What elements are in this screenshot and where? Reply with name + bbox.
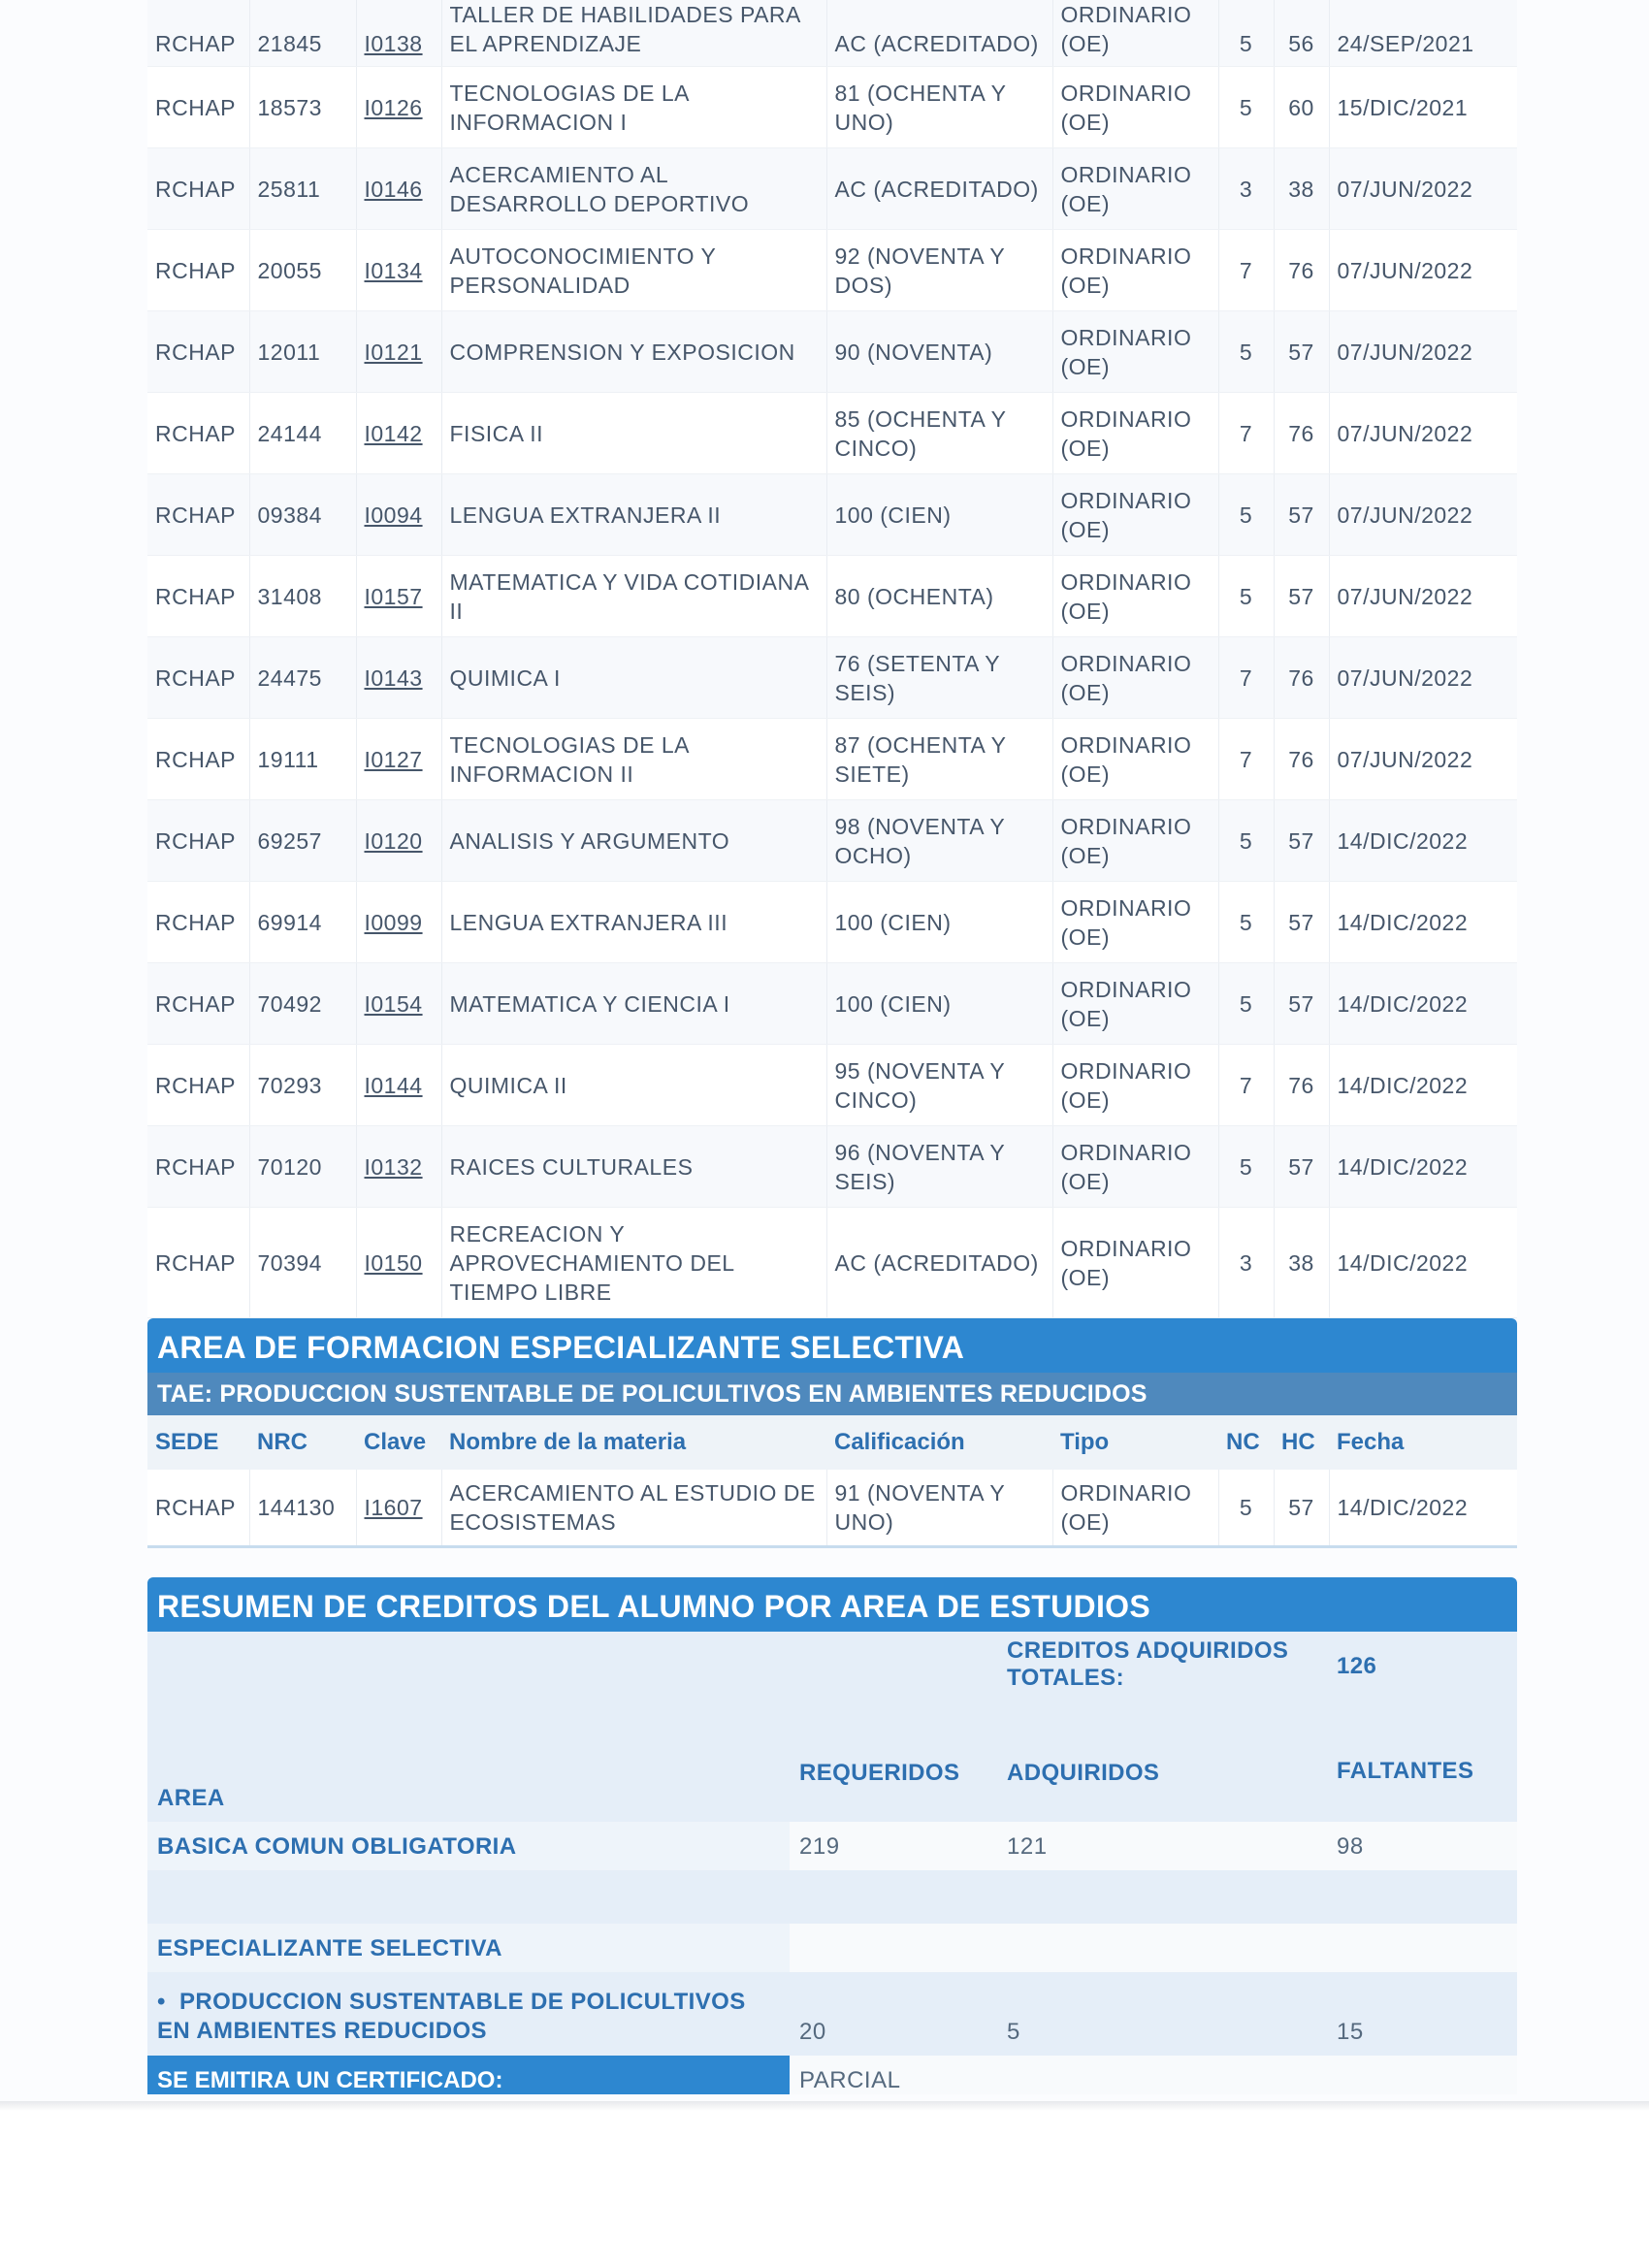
cell-tipo: ORDINARIO (OE) bbox=[1052, 230, 1218, 311]
cell-hc: 76 bbox=[1274, 719, 1329, 800]
cell-clave-link[interactable]: I0099 bbox=[356, 882, 441, 963]
cell-nrc: 24144 bbox=[249, 393, 356, 474]
cell-calificacion: 92 (NOVENTA Y DOS) bbox=[826, 230, 1052, 311]
cell-materia: TECNOLOGIAS DE LA INFORMACION I bbox=[441, 67, 826, 148]
cell-calificacion: 76 (SETENTA Y SEIS) bbox=[826, 637, 1052, 719]
summary-column-headers bbox=[147, 1701, 1517, 1822]
cell-clave-link[interactable]: I0144 bbox=[356, 1045, 441, 1126]
table-row bbox=[147, 1045, 1517, 1126]
totals-row bbox=[147, 1632, 1517, 1701]
policultivos-adquiridos: 5 bbox=[997, 1972, 1327, 2056]
tae-header: TAE: PRODUCCION SUSTENTABLE DE POLICULTIVOS EN AMBIENTES REDUCIDOS bbox=[147, 1373, 1517, 1415]
cell-hc: 57 bbox=[1274, 963, 1329, 1045]
cell-sede: RCHAP bbox=[147, 1045, 249, 1126]
cell-fecha: 07/JUN/2022 bbox=[1329, 556, 1517, 637]
cell-sede: RCHAP bbox=[147, 882, 249, 963]
cell-calificacion: AC (ACREDITADO) bbox=[826, 148, 1052, 230]
cell-materia: RAICES CULTURALES bbox=[441, 1126, 826, 1208]
basica-requeridos: 219 bbox=[790, 1822, 997, 1870]
cell-nc: 5 bbox=[1218, 882, 1274, 963]
col-adquiridos: ADQUIRIDOS bbox=[997, 1701, 1327, 1822]
cell-hc: 76 bbox=[1274, 393, 1329, 474]
cell-materia: ANALISIS Y ARGUMENTO bbox=[441, 800, 826, 882]
col-requeridos: REQUERIDOS bbox=[790, 1701, 997, 1822]
cell-hc: 38 bbox=[1274, 148, 1329, 230]
summary-spacer-row bbox=[147, 1870, 1517, 1924]
cell-calificacion: 87 (OCHENTA Y SIETE) bbox=[826, 719, 1052, 800]
cell-fecha: 14/DIC/2022 bbox=[1329, 800, 1517, 882]
cell-nc: 5 bbox=[1218, 1126, 1274, 1208]
cell-calificacion: 95 (NOVENTA Y CINCO) bbox=[826, 1045, 1052, 1126]
cell-nc: 5 bbox=[1218, 800, 1274, 882]
table-row bbox=[147, 719, 1517, 800]
cell-nc: 5 bbox=[1218, 474, 1274, 556]
cell-nrc: 20055 bbox=[249, 230, 356, 311]
cell-tipo: ORDINARIO (OE) bbox=[1052, 1045, 1218, 1126]
cell-tipo: ORDINARIO (OE) bbox=[1052, 637, 1218, 719]
header-materia: Nombre de la materia bbox=[441, 1415, 826, 1470]
table-row bbox=[147, 0, 1517, 67]
cell-materia: TECNOLOGIAS DE LA INFORMACION II bbox=[441, 719, 826, 800]
cell-fecha: 14/DIC/2022 bbox=[1329, 1208, 1517, 1318]
cell-clave-link[interactable]: I0094 bbox=[356, 474, 441, 556]
totales-label: CREDITOS ADQUIRIDOS TOTALES: bbox=[997, 1632, 1327, 1701]
cell-clave-link[interactable]: I0138 bbox=[356, 0, 441, 67]
table-row bbox=[147, 230, 1517, 311]
cell-hc: 57 bbox=[1274, 311, 1329, 393]
cell-clave-link[interactable]: I0143 bbox=[356, 637, 441, 719]
cell-nrc: 70492 bbox=[249, 963, 356, 1045]
table-row bbox=[147, 637, 1517, 719]
cell-clave-link[interactable]: I0154 bbox=[356, 963, 441, 1045]
cell-materia: AUTOCONOCIMIENTO Y PERSONALIDAD bbox=[441, 230, 826, 311]
certificado-value: PARCIAL bbox=[790, 2056, 997, 2094]
cell-nrc: 24475 bbox=[249, 637, 356, 719]
cell-materia: QUIMICA II bbox=[441, 1045, 826, 1126]
selective-column-headers bbox=[147, 1415, 1517, 1470]
cell-materia: QUIMICA I bbox=[441, 637, 826, 719]
header-tipo: Tipo bbox=[1052, 1415, 1218, 1470]
cell-nc: 5 bbox=[1218, 556, 1274, 637]
cell-calificacion: 100 (CIEN) bbox=[826, 474, 1052, 556]
cell-hc: 38 bbox=[1274, 1208, 1329, 1318]
cell-nc: 7 bbox=[1218, 393, 1274, 474]
cell-nrc: 31408 bbox=[249, 556, 356, 637]
cell-nc: 7 bbox=[1218, 230, 1274, 311]
cell-fecha: 14/DIC/2022 bbox=[1329, 1126, 1517, 1208]
cell-clave-link[interactable]: I0134 bbox=[356, 230, 441, 311]
cell-tipo: ORDINARIO (OE) bbox=[1052, 800, 1218, 882]
cell-sede: RCHAP bbox=[147, 637, 249, 719]
table-row bbox=[147, 1208, 1517, 1318]
cell-nc: 3 bbox=[1218, 148, 1274, 230]
cell-sede: RCHAP bbox=[147, 1208, 249, 1318]
header-clave: Clave bbox=[356, 1415, 441, 1470]
cell-fecha: 07/JUN/2022 bbox=[1329, 230, 1517, 311]
grades-table bbox=[147, 0, 1517, 1318]
cell-tipo: ORDINARIO (OE) bbox=[1052, 719, 1218, 800]
cell-hc: 57 bbox=[1274, 800, 1329, 882]
summary-row-basica bbox=[147, 1822, 1517, 1870]
cell-calificacion: AC (ACREDITADO) bbox=[826, 0, 1052, 67]
policultivos-faltantes: 15 bbox=[1327, 1972, 1517, 2056]
table-row bbox=[147, 148, 1517, 230]
cell-materia: LENGUA EXTRANJERA II bbox=[441, 474, 826, 556]
cell-tipo: ORDINARIO (OE) bbox=[1052, 393, 1218, 474]
cell-nc: 5 bbox=[1218, 1470, 1274, 1547]
header-calificacion: Calificación bbox=[826, 1415, 1052, 1470]
cell-tipo: ORDINARIO (OE) bbox=[1052, 1126, 1218, 1208]
cell-calificacion: AC (ACREDITADO) bbox=[826, 1208, 1052, 1318]
cell-fecha: 14/DIC/2022 bbox=[1329, 882, 1517, 963]
cell-fecha: 07/JUN/2022 bbox=[1329, 474, 1517, 556]
bullet-icon: • bbox=[157, 1989, 179, 2015]
cell-clave-link[interactable]: I0150 bbox=[356, 1208, 441, 1318]
cell-fecha: 07/JUN/2022 bbox=[1329, 311, 1517, 393]
cell-clave-link[interactable]: I1607 bbox=[356, 1470, 441, 1547]
cell-fecha: 14/DIC/2022 bbox=[1329, 1045, 1517, 1126]
basica-adquiridos: 121 bbox=[997, 1822, 1327, 1870]
cell-tipo: ORDINARIO (OE) bbox=[1052, 0, 1218, 67]
cell-clave-link[interactable]: I0127 bbox=[356, 719, 441, 800]
summary-row-especializante bbox=[147, 1924, 1517, 1972]
cell-fecha: 07/JUN/2022 bbox=[1329, 719, 1517, 800]
cell-fecha: 14/DIC/2022 bbox=[1329, 1470, 1517, 1547]
header-sede: SEDE bbox=[147, 1415, 249, 1470]
totales-value: 126 bbox=[1327, 1632, 1517, 1701]
cell-fecha: 14/DIC/2022 bbox=[1329, 963, 1517, 1045]
table-row bbox=[147, 963, 1517, 1045]
transcript-sheet bbox=[147, 0, 1517, 2094]
cell-hc: 76 bbox=[1274, 1045, 1329, 1126]
table-row bbox=[147, 1126, 1517, 1208]
cell-nrc: 69257 bbox=[249, 800, 356, 882]
cell-materia: COMPRENSION Y EXPOSICION bbox=[441, 311, 826, 393]
credit-summary bbox=[147, 1577, 1517, 2094]
table-row bbox=[147, 882, 1517, 963]
cell-tipo: ORDINARIO (OE) bbox=[1052, 556, 1218, 637]
header-hc: HC bbox=[1274, 1415, 1329, 1470]
summary-row-certificado bbox=[147, 2056, 1517, 2094]
table-row bbox=[147, 393, 1517, 474]
cell-sede: RCHAP bbox=[147, 230, 249, 311]
cell-clave-link[interactable]: I0132 bbox=[356, 1126, 441, 1208]
cell-materia: LENGUA EXTRANJERA III bbox=[441, 882, 826, 963]
cell-nc: 7 bbox=[1218, 637, 1274, 719]
table-row bbox=[147, 67, 1517, 148]
cell-calificacion: 85 (OCHENTA Y CINCO) bbox=[826, 393, 1052, 474]
cell-sede: RCHAP bbox=[147, 148, 249, 230]
cell-calificacion: 91 (NOVENTA Y UNO) bbox=[826, 1470, 1052, 1547]
cell-materia: ACERCAMIENTO AL DESARROLLO DEPORTIVO bbox=[441, 148, 826, 230]
cell-tipo: ORDINARIO (OE) bbox=[1052, 311, 1218, 393]
header-nrc: NRC bbox=[249, 1415, 356, 1470]
cell-materia: TALLER DE HABILIDADES PARA EL APRENDIZAJE bbox=[441, 0, 826, 67]
table-row bbox=[147, 311, 1517, 393]
cell-tipo: ORDINARIO (OE) bbox=[1052, 148, 1218, 230]
cell-sede: RCHAP bbox=[147, 719, 249, 800]
cell-sede: RCHAP bbox=[147, 474, 249, 556]
header-nc: NC bbox=[1218, 1415, 1274, 1470]
cell-sede: RCHAP bbox=[147, 0, 249, 67]
cell-materia: FISICA II bbox=[441, 393, 826, 474]
table-row bbox=[147, 800, 1517, 882]
selective-area-header: AREA DE FORMACION ESPECIALIZANTE SELECTIVA bbox=[147, 1318, 1517, 1373]
cell-nc: 5 bbox=[1218, 0, 1274, 67]
cell-sede: RCHAP bbox=[147, 963, 249, 1045]
cell-sede: RCHAP bbox=[147, 556, 249, 637]
cell-calificacion: 100 (CIEN) bbox=[826, 882, 1052, 963]
area-policultivos: • PRODUCCION SUSTENTABLE DE POLICULTIVOS EN AMBIENTES REDUCIDOS bbox=[147, 1972, 790, 2056]
cell-fecha: 15/DIC/2021 bbox=[1329, 67, 1517, 148]
cell-nc: 3 bbox=[1218, 1208, 1274, 1318]
header-fecha: Fecha bbox=[1329, 1415, 1517, 1470]
cell-fecha: 24/SEP/2021 bbox=[1329, 0, 1517, 67]
cell-calificacion: 80 (OCHENTA) bbox=[826, 556, 1052, 637]
cell-nrc: 144130 bbox=[249, 1470, 356, 1547]
cell-nrc: 19111 bbox=[249, 719, 356, 800]
cell-hc: 76 bbox=[1274, 637, 1329, 719]
cell-nc: 5 bbox=[1218, 311, 1274, 393]
cell-calificacion: 96 (NOVENTA Y SEIS) bbox=[826, 1126, 1052, 1208]
cell-tipo: ORDINARIO (OE) bbox=[1052, 882, 1218, 963]
basica-faltantes: 98 bbox=[1327, 1822, 1517, 1870]
cell-calificacion: 100 (CIEN) bbox=[826, 963, 1052, 1045]
table-row bbox=[147, 1470, 1517, 1547]
cell-nrc: 09384 bbox=[249, 474, 356, 556]
cell-materia: MATEMATICA Y CIENCIA I bbox=[441, 963, 826, 1045]
selective-table bbox=[147, 1415, 1517, 1548]
cell-nc: 5 bbox=[1218, 963, 1274, 1045]
cell-tipo: ORDINARIO (OE) bbox=[1052, 67, 1218, 148]
cell-tipo: ORDINARIO (OE) bbox=[1052, 1208, 1218, 1318]
cell-clave-link[interactable]: I0146 bbox=[356, 148, 441, 230]
cell-nc: 7 bbox=[1218, 1045, 1274, 1126]
cell-nc: 5 bbox=[1218, 67, 1274, 148]
cell-fecha: 07/JUN/2022 bbox=[1329, 148, 1517, 230]
cell-sede: RCHAP bbox=[147, 311, 249, 393]
cell-clave-link[interactable]: I0157 bbox=[356, 556, 441, 637]
cell-calificacion: 81 (OCHENTA Y UNO) bbox=[826, 67, 1052, 148]
cell-nrc: 18573 bbox=[249, 67, 356, 148]
cell-sede: RCHAP bbox=[147, 1470, 249, 1547]
cell-nrc: 25811 bbox=[249, 148, 356, 230]
cell-hc: 57 bbox=[1274, 1470, 1329, 1547]
cell-materia: MATEMATICA Y VIDA COTIDIANA II bbox=[441, 556, 826, 637]
cell-nrc: 12011 bbox=[249, 311, 356, 393]
scan-page-edge bbox=[0, 2101, 1649, 2111]
cell-tipo: ORDINARIO (OE) bbox=[1052, 963, 1218, 1045]
cell-hc: 57 bbox=[1274, 1126, 1329, 1208]
summary-table bbox=[147, 1632, 1517, 2094]
cell-sede: RCHAP bbox=[147, 67, 249, 148]
summary-row-policultivos bbox=[147, 1972, 1517, 2056]
cell-hc: 60 bbox=[1274, 67, 1329, 148]
cell-tipo: ORDINARIO (OE) bbox=[1052, 474, 1218, 556]
col-faltantes: FALTANTES bbox=[1327, 1701, 1517, 1822]
cell-fecha: 07/JUN/2022 bbox=[1329, 637, 1517, 719]
cell-calificacion: 98 (NOVENTA Y OCHO) bbox=[826, 800, 1052, 882]
cell-materia: ACERCAMIENTO AL ESTUDIO DE ECOSISTEMAS bbox=[441, 1470, 826, 1547]
cell-nrc: 70120 bbox=[249, 1126, 356, 1208]
cell-nrc: 69914 bbox=[249, 882, 356, 963]
cell-sede: RCHAP bbox=[147, 1126, 249, 1208]
cell-hc: 56 bbox=[1274, 0, 1329, 67]
cell-clave-link[interactable]: I0121 bbox=[356, 311, 441, 393]
cell-tipo: ORDINARIO (OE) bbox=[1052, 1470, 1218, 1547]
cell-sede: RCHAP bbox=[147, 800, 249, 882]
cell-clave-link[interactable]: I0120 bbox=[356, 800, 441, 882]
certificado-label: SE EMITIRA UN CERTIFICADO: bbox=[147, 2056, 790, 2094]
policultivos-requeridos: 20 bbox=[790, 1972, 997, 2056]
cell-nrc: 70394 bbox=[249, 1208, 356, 1318]
cell-clave-link[interactable]: I0126 bbox=[356, 67, 441, 148]
cell-clave-link[interactable]: I0142 bbox=[356, 393, 441, 474]
cell-fecha: 07/JUN/2022 bbox=[1329, 393, 1517, 474]
cell-nrc: 21845 bbox=[249, 0, 356, 67]
cell-materia: RECREACION Y APROVECHAMIENTO DEL TIEMPO LIBRE bbox=[441, 1208, 826, 1318]
cell-nc: 7 bbox=[1218, 719, 1274, 800]
table-row bbox=[147, 474, 1517, 556]
summary-header: RESUMEN DE CREDITOS DEL ALUMNO POR AREA DE ESTUDIOS bbox=[147, 1577, 1517, 1632]
cell-nrc: 70293 bbox=[249, 1045, 356, 1126]
cell-sede: RCHAP bbox=[147, 393, 249, 474]
cell-hc: 57 bbox=[1274, 882, 1329, 963]
col-area: AREA bbox=[147, 1701, 790, 1822]
area-especializante: ESPECIALIZANTE SELECTIVA bbox=[147, 1924, 790, 1972]
area-basica: BASICA COMUN OBLIGATORIA bbox=[147, 1822, 790, 1870]
cell-hc: 57 bbox=[1274, 556, 1329, 637]
table-row bbox=[147, 556, 1517, 637]
cell-hc: 57 bbox=[1274, 474, 1329, 556]
cell-hc: 76 bbox=[1274, 230, 1329, 311]
cell-calificacion: 90 (NOVENTA) bbox=[826, 311, 1052, 393]
